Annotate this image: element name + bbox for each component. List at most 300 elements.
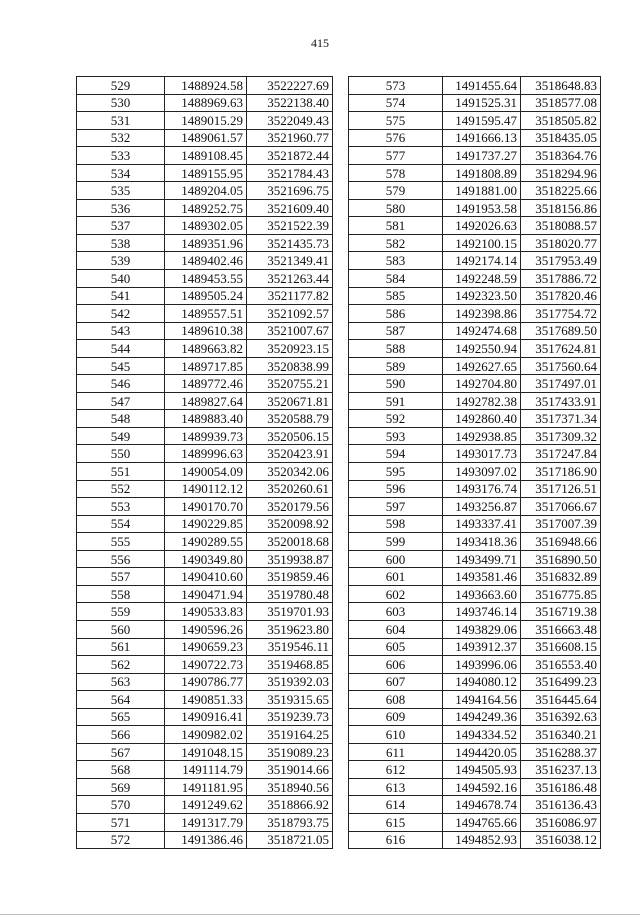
table-row xyxy=(349,656,601,674)
table-row xyxy=(77,533,333,551)
table-row xyxy=(349,375,601,393)
y-coordinate-cell: 3518020.77 xyxy=(521,234,601,252)
point-number-cell: 610 xyxy=(349,726,443,744)
point-number-cell: 543 xyxy=(77,322,165,340)
point-number-cell: 605 xyxy=(349,638,443,656)
table-row xyxy=(349,147,601,165)
y-coordinate-cell: 3518866.92 xyxy=(247,796,333,814)
table-row xyxy=(349,708,601,726)
x-coordinate-cell: 1490410.60 xyxy=(165,568,247,586)
table-row xyxy=(77,498,333,516)
point-number-cell: 563 xyxy=(77,673,165,691)
table-row xyxy=(349,568,601,586)
table-row xyxy=(349,427,601,445)
table-row xyxy=(77,112,333,130)
point-number-cell: 595 xyxy=(349,463,443,481)
table-row xyxy=(77,287,333,305)
x-coordinate-cell: 1493017.73 xyxy=(443,445,521,463)
table-row xyxy=(349,585,601,603)
y-coordinate-cell: 3516288.37 xyxy=(521,743,601,761)
y-coordinate-cell: 3517309.32 xyxy=(521,427,601,445)
x-coordinate-cell: 1491595.47 xyxy=(443,112,521,130)
x-coordinate-cell: 1490722.73 xyxy=(165,656,247,674)
table-row xyxy=(77,252,333,270)
x-coordinate-cell: 1489827.64 xyxy=(165,392,247,410)
y-coordinate-cell: 3521522.39 xyxy=(247,217,333,235)
point-number-cell: 558 xyxy=(77,585,165,603)
y-coordinate-cell: 3517247.84 xyxy=(521,445,601,463)
x-coordinate-cell: 1491737.27 xyxy=(443,147,521,165)
table-row xyxy=(77,673,333,691)
point-number-cell: 587 xyxy=(349,322,443,340)
y-coordinate-cell: 3518088.57 xyxy=(521,217,601,235)
x-coordinate-cell: 1494164.56 xyxy=(443,691,521,709)
table-row xyxy=(349,129,601,147)
y-coordinate-cell: 3517560.64 xyxy=(521,357,601,375)
point-number-cell: 581 xyxy=(349,217,443,235)
page-number: 415 xyxy=(311,36,329,50)
point-number-cell: 594 xyxy=(349,445,443,463)
table-row xyxy=(349,94,601,112)
point-number-cell: 572 xyxy=(77,831,165,849)
x-coordinate-cell: 1491666.13 xyxy=(443,129,521,147)
x-coordinate-cell: 1488924.58 xyxy=(165,77,247,95)
x-coordinate-cell: 1491808.89 xyxy=(443,164,521,182)
table-row xyxy=(349,217,601,235)
x-coordinate-cell: 1489155.95 xyxy=(165,164,247,182)
table-row xyxy=(77,708,333,726)
table-row xyxy=(349,550,601,568)
table-row xyxy=(349,287,601,305)
y-coordinate-cell: 3516948.66 xyxy=(521,533,601,551)
y-coordinate-cell: 3516553.40 xyxy=(521,656,601,674)
point-number-cell: 555 xyxy=(77,533,165,551)
point-number-cell: 566 xyxy=(77,726,165,744)
y-coordinate-cell: 3520671.81 xyxy=(247,392,333,410)
y-coordinate-cell: 3518577.08 xyxy=(521,94,601,112)
point-number-cell: 548 xyxy=(77,410,165,428)
y-coordinate-cell: 3519239.73 xyxy=(247,708,333,726)
y-coordinate-cell: 3520588.79 xyxy=(247,410,333,428)
y-coordinate-cell: 3519089.23 xyxy=(247,743,333,761)
point-number-cell: 583 xyxy=(349,252,443,270)
table-row xyxy=(77,270,333,288)
point-number-cell: 601 xyxy=(349,568,443,586)
x-coordinate-cell: 1494420.05 xyxy=(443,743,521,761)
point-number-cell: 567 xyxy=(77,743,165,761)
x-coordinate-cell: 1493337.41 xyxy=(443,515,521,533)
y-coordinate-cell: 3517433.91 xyxy=(521,392,601,410)
y-coordinate-cell: 3517820.46 xyxy=(521,287,601,305)
point-number-cell: 613 xyxy=(349,778,443,796)
y-coordinate-cell: 3519938.87 xyxy=(247,550,333,568)
table-row xyxy=(349,691,601,709)
point-number-cell: 596 xyxy=(349,480,443,498)
y-coordinate-cell: 3522227.69 xyxy=(247,77,333,95)
point-number-cell: 556 xyxy=(77,550,165,568)
point-number-cell: 569 xyxy=(77,778,165,796)
x-coordinate-cell: 1493996.06 xyxy=(443,656,521,674)
table-row xyxy=(77,515,333,533)
point-number-cell: 547 xyxy=(77,392,165,410)
point-number-cell: 544 xyxy=(77,340,165,358)
point-number-cell: 611 xyxy=(349,743,443,761)
x-coordinate-cell: 1493581.46 xyxy=(443,568,521,586)
table-row xyxy=(77,743,333,761)
point-number-cell: 546 xyxy=(77,375,165,393)
y-coordinate-cell: 3521609.40 xyxy=(247,199,333,217)
y-coordinate-cell: 3520098.92 xyxy=(247,515,333,533)
x-coordinate-cell: 1490533.83 xyxy=(165,603,247,621)
point-number-cell: 530 xyxy=(77,94,165,112)
y-coordinate-cell: 3516340.21 xyxy=(521,726,601,744)
table-row xyxy=(349,392,601,410)
table-row xyxy=(77,234,333,252)
y-coordinate-cell: 3521349.41 xyxy=(247,252,333,270)
y-coordinate-cell: 3517624.81 xyxy=(521,340,601,358)
point-number-cell: 602 xyxy=(349,585,443,603)
x-coordinate-cell: 1490349.80 xyxy=(165,550,247,568)
table-row xyxy=(349,831,601,849)
x-coordinate-cell: 1490471.94 xyxy=(165,585,247,603)
table-row xyxy=(77,691,333,709)
x-coordinate-cell: 1491525.31 xyxy=(443,94,521,112)
y-coordinate-cell: 3521435.73 xyxy=(247,234,333,252)
y-coordinate-cell: 3517497.01 xyxy=(521,375,601,393)
point-number-cell: 612 xyxy=(349,761,443,779)
point-number-cell: 592 xyxy=(349,410,443,428)
y-coordinate-cell: 3516719.38 xyxy=(521,603,601,621)
x-coordinate-cell: 1491114.79 xyxy=(165,761,247,779)
point-number-cell: 574 xyxy=(349,94,443,112)
point-number-cell: 579 xyxy=(349,182,443,200)
point-number-cell: 615 xyxy=(349,813,443,831)
x-coordinate-cell: 1491181.95 xyxy=(165,778,247,796)
y-coordinate-cell: 3516392.63 xyxy=(521,708,601,726)
table-row xyxy=(349,252,601,270)
point-number-cell: 554 xyxy=(77,515,165,533)
point-number-cell: 598 xyxy=(349,515,443,533)
x-coordinate-cell: 1492174.14 xyxy=(443,252,521,270)
table-row xyxy=(77,480,333,498)
y-coordinate-cell: 3516890.50 xyxy=(521,550,601,568)
y-coordinate-cell: 3519468.85 xyxy=(247,656,333,674)
table-row xyxy=(77,796,333,814)
x-coordinate-cell: 1490289.55 xyxy=(165,533,247,551)
point-number-cell: 564 xyxy=(77,691,165,709)
x-coordinate-cell: 1490659.23 xyxy=(165,638,247,656)
x-coordinate-cell: 1493176.74 xyxy=(443,480,521,498)
point-number-cell: 575 xyxy=(349,112,443,130)
y-coordinate-cell: 3517953.49 xyxy=(521,252,601,270)
point-number-cell: 577 xyxy=(349,147,443,165)
table-row xyxy=(349,357,601,375)
x-coordinate-cell: 1494592.16 xyxy=(443,778,521,796)
x-coordinate-cell: 1489883.40 xyxy=(165,410,247,428)
x-coordinate-cell: 1491953.58 xyxy=(443,199,521,217)
table-row xyxy=(349,480,601,498)
y-coordinate-cell: 3521960.77 xyxy=(247,129,333,147)
x-coordinate-cell: 1492704.80 xyxy=(443,375,521,393)
y-coordinate-cell: 3516186.48 xyxy=(521,778,601,796)
table-row xyxy=(77,726,333,744)
y-coordinate-cell: 3520755.21 xyxy=(247,375,333,393)
y-coordinate-cell: 3519780.48 xyxy=(247,585,333,603)
table-row xyxy=(77,94,333,112)
table-row xyxy=(77,638,333,656)
point-number-cell: 614 xyxy=(349,796,443,814)
y-coordinate-cell: 3517126.51 xyxy=(521,480,601,498)
y-coordinate-cell: 3516237.13 xyxy=(521,761,601,779)
x-coordinate-cell: 1493746.14 xyxy=(443,603,521,621)
y-coordinate-cell: 3518721.05 xyxy=(247,831,333,849)
y-coordinate-cell: 3522138.40 xyxy=(247,94,333,112)
table-row xyxy=(77,129,333,147)
x-coordinate-cell: 1494249.36 xyxy=(443,708,521,726)
y-coordinate-cell: 3517371.34 xyxy=(521,410,601,428)
x-coordinate-cell: 1489663.82 xyxy=(165,340,247,358)
x-coordinate-cell: 1491386.46 xyxy=(165,831,247,849)
point-number-cell: 531 xyxy=(77,112,165,130)
x-coordinate-cell: 1489717.85 xyxy=(165,357,247,375)
y-coordinate-cell: 3516499.23 xyxy=(521,673,601,691)
y-coordinate-cell: 3518793.75 xyxy=(247,813,333,831)
y-coordinate-cell: 3520260.61 xyxy=(247,480,333,498)
table-row xyxy=(349,270,601,288)
x-coordinate-cell: 1494080.12 xyxy=(443,673,521,691)
point-number-cell: 533 xyxy=(77,147,165,165)
point-number-cell: 606 xyxy=(349,656,443,674)
y-coordinate-cell: 3521177.82 xyxy=(247,287,333,305)
table-row xyxy=(77,585,333,603)
x-coordinate-cell: 1491249.62 xyxy=(165,796,247,814)
table-row xyxy=(349,112,601,130)
point-number-cell: 562 xyxy=(77,656,165,674)
table-row xyxy=(77,463,333,481)
table-row xyxy=(349,234,601,252)
x-coordinate-cell: 1493829.06 xyxy=(443,620,521,638)
table-row xyxy=(349,445,601,463)
x-coordinate-cell: 1490170.70 xyxy=(165,498,247,516)
point-number-cell: 529 xyxy=(77,77,165,95)
table-row xyxy=(77,410,333,428)
point-number-cell: 608 xyxy=(349,691,443,709)
y-coordinate-cell: 3519164.25 xyxy=(247,726,333,744)
point-number-cell: 539 xyxy=(77,252,165,270)
y-coordinate-cell: 3517689.50 xyxy=(521,322,601,340)
table-row xyxy=(349,463,601,481)
x-coordinate-cell: 1492474.68 xyxy=(443,322,521,340)
point-number-cell: 535 xyxy=(77,182,165,200)
x-coordinate-cell: 1492627.65 xyxy=(443,357,521,375)
y-coordinate-cell: 3520423.91 xyxy=(247,445,333,463)
point-number-cell: 573 xyxy=(349,77,443,95)
y-coordinate-cell: 3518364.76 xyxy=(521,147,601,165)
x-coordinate-cell: 1494765.66 xyxy=(443,813,521,831)
y-coordinate-cell: 3518505.82 xyxy=(521,112,601,130)
point-number-cell: 580 xyxy=(349,199,443,217)
point-number-cell: 597 xyxy=(349,498,443,516)
point-number-cell: 552 xyxy=(77,480,165,498)
x-coordinate-cell: 1488969.63 xyxy=(165,94,247,112)
x-coordinate-cell: 1489204.05 xyxy=(165,182,247,200)
table-row xyxy=(77,656,333,674)
x-coordinate-cell: 1492550.94 xyxy=(443,340,521,358)
point-number-cell: 607 xyxy=(349,673,443,691)
x-coordinate-cell: 1489108.45 xyxy=(165,147,247,165)
point-number-cell: 570 xyxy=(77,796,165,814)
table-row xyxy=(349,199,601,217)
x-coordinate-cell: 1489402.46 xyxy=(165,252,247,270)
point-number-cell: 584 xyxy=(349,270,443,288)
table-row xyxy=(349,77,601,95)
point-number-cell: 599 xyxy=(349,533,443,551)
y-coordinate-cell: 3520018.68 xyxy=(247,533,333,551)
point-number-cell: 545 xyxy=(77,357,165,375)
table-row xyxy=(349,673,601,691)
point-number-cell: 586 xyxy=(349,305,443,323)
y-coordinate-cell: 3518225.66 xyxy=(521,182,601,200)
table-row xyxy=(77,305,333,323)
table-row xyxy=(349,340,601,358)
x-coordinate-cell: 1489061.57 xyxy=(165,129,247,147)
table-row xyxy=(349,410,601,428)
point-number-cell: 603 xyxy=(349,603,443,621)
x-coordinate-cell: 1492860.40 xyxy=(443,410,521,428)
x-coordinate-cell: 1494852.93 xyxy=(443,831,521,849)
y-coordinate-cell: 3517007.39 xyxy=(521,515,601,533)
table-row xyxy=(349,726,601,744)
point-number-cell: 604 xyxy=(349,620,443,638)
point-number-cell: 557 xyxy=(77,568,165,586)
table-row xyxy=(349,796,601,814)
y-coordinate-cell: 3519546.11 xyxy=(247,638,333,656)
y-coordinate-cell: 3516445.64 xyxy=(521,691,601,709)
x-coordinate-cell: 1492782.38 xyxy=(443,392,521,410)
y-coordinate-cell: 3520506.15 xyxy=(247,427,333,445)
point-number-cell: 537 xyxy=(77,217,165,235)
table-row xyxy=(77,761,333,779)
x-coordinate-cell: 1489505.24 xyxy=(165,287,247,305)
y-coordinate-cell: 3518940.56 xyxy=(247,778,333,796)
y-coordinate-cell: 3516775.85 xyxy=(521,585,601,603)
x-coordinate-cell: 1492398.86 xyxy=(443,305,521,323)
x-coordinate-cell: 1493663.60 xyxy=(443,585,521,603)
point-number-cell: 589 xyxy=(349,357,443,375)
table-row xyxy=(77,182,333,200)
y-coordinate-cell: 3519392.03 xyxy=(247,673,333,691)
x-coordinate-cell: 1490229.85 xyxy=(165,515,247,533)
point-number-cell: 616 xyxy=(349,831,443,849)
table-row xyxy=(77,831,333,849)
y-coordinate-cell: 3516608.15 xyxy=(521,638,601,656)
y-coordinate-cell: 3516136.43 xyxy=(521,796,601,814)
table-row xyxy=(349,515,601,533)
table-row xyxy=(77,340,333,358)
table-row xyxy=(349,305,601,323)
point-number-cell: 534 xyxy=(77,164,165,182)
point-number-cell: 582 xyxy=(349,234,443,252)
y-coordinate-cell: 3521872.44 xyxy=(247,147,333,165)
y-coordinate-cell: 3519315.65 xyxy=(247,691,333,709)
y-coordinate-cell: 3518648.83 xyxy=(521,77,601,95)
table-row xyxy=(349,322,601,340)
table-row xyxy=(77,620,333,638)
y-coordinate-cell: 3521092.57 xyxy=(247,305,333,323)
table-row xyxy=(349,778,601,796)
x-coordinate-cell: 1489939.73 xyxy=(165,427,247,445)
x-coordinate-cell: 1489996.63 xyxy=(165,445,247,463)
x-coordinate-cell: 1491048.15 xyxy=(165,743,247,761)
coordinate-table-left xyxy=(76,76,333,849)
x-coordinate-cell: 1490786.77 xyxy=(165,673,247,691)
table-row xyxy=(77,568,333,586)
x-coordinate-cell: 1492323.50 xyxy=(443,287,521,305)
table-row xyxy=(77,550,333,568)
point-number-cell: 585 xyxy=(349,287,443,305)
y-coordinate-cell: 3517754.72 xyxy=(521,305,601,323)
point-number-cell: 561 xyxy=(77,638,165,656)
point-number-cell: 568 xyxy=(77,761,165,779)
y-coordinate-cell: 3520342.06 xyxy=(247,463,333,481)
point-number-cell: 590 xyxy=(349,375,443,393)
y-coordinate-cell: 3517886.72 xyxy=(521,270,601,288)
y-coordinate-cell: 3520838.99 xyxy=(247,357,333,375)
table-row xyxy=(77,147,333,165)
x-coordinate-cell: 1493912.37 xyxy=(443,638,521,656)
point-number-cell: 551 xyxy=(77,463,165,481)
x-coordinate-cell: 1492248.59 xyxy=(443,270,521,288)
point-number-cell: 571 xyxy=(77,813,165,831)
x-coordinate-cell: 1494678.74 xyxy=(443,796,521,814)
table-row xyxy=(77,77,333,95)
table-row xyxy=(77,357,333,375)
x-coordinate-cell: 1491317.79 xyxy=(165,813,247,831)
x-coordinate-cell: 1489302.05 xyxy=(165,217,247,235)
point-number-cell: 542 xyxy=(77,305,165,323)
table-row xyxy=(349,603,601,621)
x-coordinate-cell: 1492026.63 xyxy=(443,217,521,235)
table-row xyxy=(77,778,333,796)
point-number-cell: 609 xyxy=(349,708,443,726)
y-coordinate-cell: 3516663.48 xyxy=(521,620,601,638)
table-row xyxy=(349,182,601,200)
y-coordinate-cell: 3521696.75 xyxy=(247,182,333,200)
point-number-cell: 588 xyxy=(349,340,443,358)
table-row xyxy=(77,392,333,410)
x-coordinate-cell: 1489351.96 xyxy=(165,234,247,252)
x-coordinate-cell: 1491455.64 xyxy=(443,77,521,95)
y-coordinate-cell: 3522049.43 xyxy=(247,112,333,130)
x-coordinate-cell: 1494505.93 xyxy=(443,761,521,779)
table-row xyxy=(77,322,333,340)
x-coordinate-cell: 1492100.15 xyxy=(443,234,521,252)
y-coordinate-cell: 3521263.44 xyxy=(247,270,333,288)
table-row xyxy=(349,743,601,761)
x-coordinate-cell: 1489610.38 xyxy=(165,322,247,340)
y-coordinate-cell: 3517066.67 xyxy=(521,498,601,516)
y-coordinate-cell: 3520179.56 xyxy=(247,498,333,516)
y-coordinate-cell: 3519623.80 xyxy=(247,620,333,638)
point-number-cell: 600 xyxy=(349,550,443,568)
point-number-cell: 593 xyxy=(349,427,443,445)
table-row xyxy=(349,498,601,516)
x-coordinate-cell: 1489772.46 xyxy=(165,375,247,393)
x-coordinate-cell: 1490596.26 xyxy=(165,620,247,638)
coordinate-table-right xyxy=(348,76,601,849)
table-row xyxy=(349,620,601,638)
table-row xyxy=(77,199,333,217)
